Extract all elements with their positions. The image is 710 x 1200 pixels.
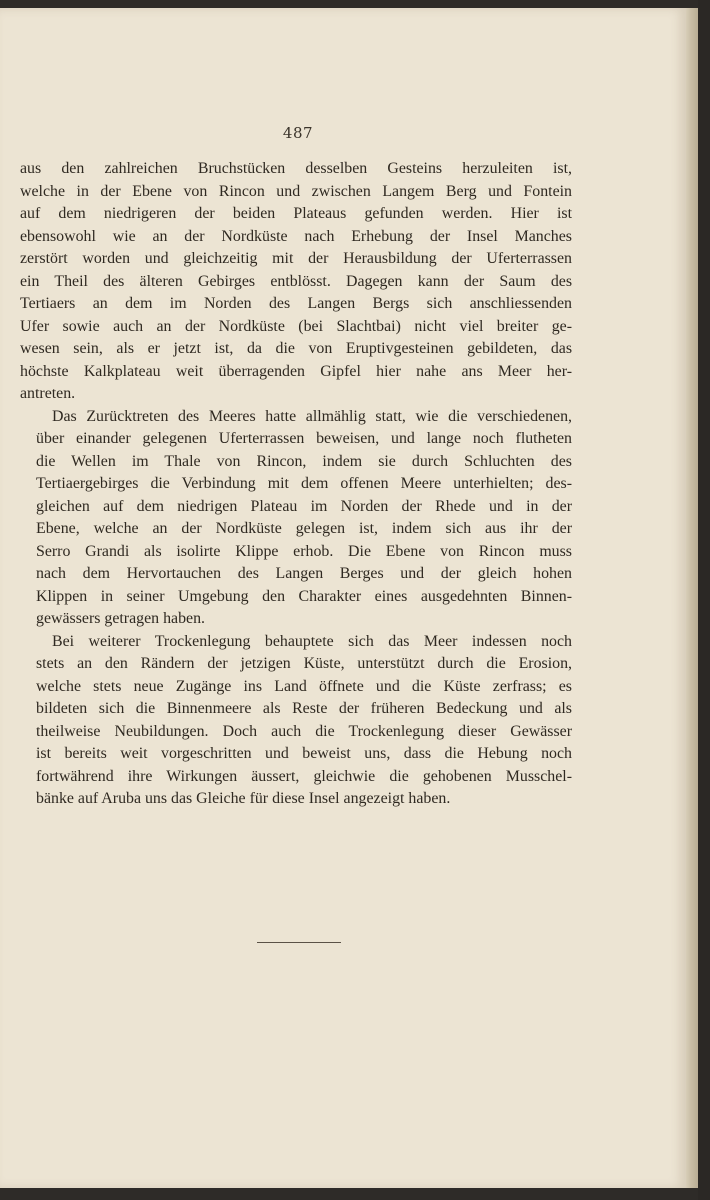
text-line: zerstört worden und gleichzeitig mit der Herausbildung der Uferterrassen: [20, 250, 572, 267]
paragraph: [20, 158, 572, 406]
text-line: Bei weiterer Trockenlegung behauptete sich das Meer indessen noch: [52, 632, 572, 650]
text-line: fortwährend ihre Wirkungen äussert, gleichwie die gehobenen Musschel-: [36, 767, 572, 785]
text-line: aus den zahlreichen Bruchstücken desselben Gesteins herzuleiten ist,: [20, 160, 572, 177]
body-text: [20, 158, 572, 811]
text-line: Ufer sowie auch an der Nordküste (bei Slachtbai) nicht viel breiter ge-: [20, 317, 572, 335]
end-rule: [257, 942, 341, 943]
text-line: Tertiaergebirges die Verbindung mit dem offenen Meere unterhielten; des-: [36, 475, 572, 492]
page-number: 487: [282, 124, 314, 142]
text-line: welche in der Ebene von Rincon und zwischen Langem Berg und Fontein: [20, 182, 572, 200]
text-line: nach dem Hervortauchen des Langen Berges und der gleich hohen: [36, 565, 572, 582]
text-line: wesen sein, als er jetzt ist, da die von Eruptivgesteinen gebildeten, das: [20, 340, 572, 357]
text-line: theilweise Neubildungen. Doch auch die Trockenlegung dieser Gewässer: [36, 722, 572, 740]
text-line: ebensowohl wie an der Nordküste nach Erhebung der Insel Manches: [20, 227, 572, 245]
text-line: auf dem niedrigeren der beiden Plateaus gefunden werden. Hier ist: [20, 205, 572, 222]
book-page: [0, 8, 686, 1188]
text-line: bildeten sich die Binnenmeere als Reste der früheren Bedeckung und als: [36, 700, 572, 717]
text-line: Serro Grandi als isolirte Klippe erhob. Die Ebene von Rincon muss: [36, 542, 572, 560]
text-line: Klippen in seiner Umgebung den Charakter eines ausgedehnten Binnen-: [36, 587, 572, 605]
text-line: ist bereits weit vorgeschritten und beweist uns, dass die Hebung noch: [36, 745, 572, 762]
text-line: Ebene, welche an der Nordküste gelegen ist, indem sich aus ihr der: [36, 520, 572, 537]
text-line: die Wellen im Thale von Rincon, indem sie durch Schluchten des: [36, 452, 572, 470]
text-line: ein Theil des älteren Gebirges entblösst. Dagegen kann der Saum des: [20, 272, 572, 290]
paragraph: [20, 631, 572, 811]
page-edge: [686, 8, 698, 1188]
text-line: über einander gelegenen Uferterrassen beweisen, und lange noch flutheten: [36, 430, 572, 447]
text-line: höchste Kalkplateau weit überragenden Gipfel hier nahe ans Meer her-: [20, 362, 572, 380]
text-line: gleichen auf dem niedrigen Plateau im Norden der Rhede und in der: [36, 497, 572, 515]
text-line: stets an den Rändern der jetzigen Küste, unterstützt durch die Erosion,: [36, 655, 572, 672]
text-line: gewässers getragen haben.: [36, 610, 205, 627]
text-line: Tertiaers an dem im Norden des Langen Bergs sich anschliessenden: [20, 295, 572, 312]
binding-shadow: [698, 0, 710, 1200]
text-line: antreten.: [20, 385, 76, 402]
text-line: Das Zurücktreten des Meeres hatte allmählig statt, wie die verschiedenen,: [52, 407, 572, 425]
text-line: welche stets neue Zugänge ins Land öffnete und die Küste zerfrass; es: [36, 677, 572, 695]
text-line: bänke auf Aruba uns das Gleiche für diese Insel angezeigt haben.: [36, 790, 451, 807]
paragraph: [20, 406, 572, 631]
